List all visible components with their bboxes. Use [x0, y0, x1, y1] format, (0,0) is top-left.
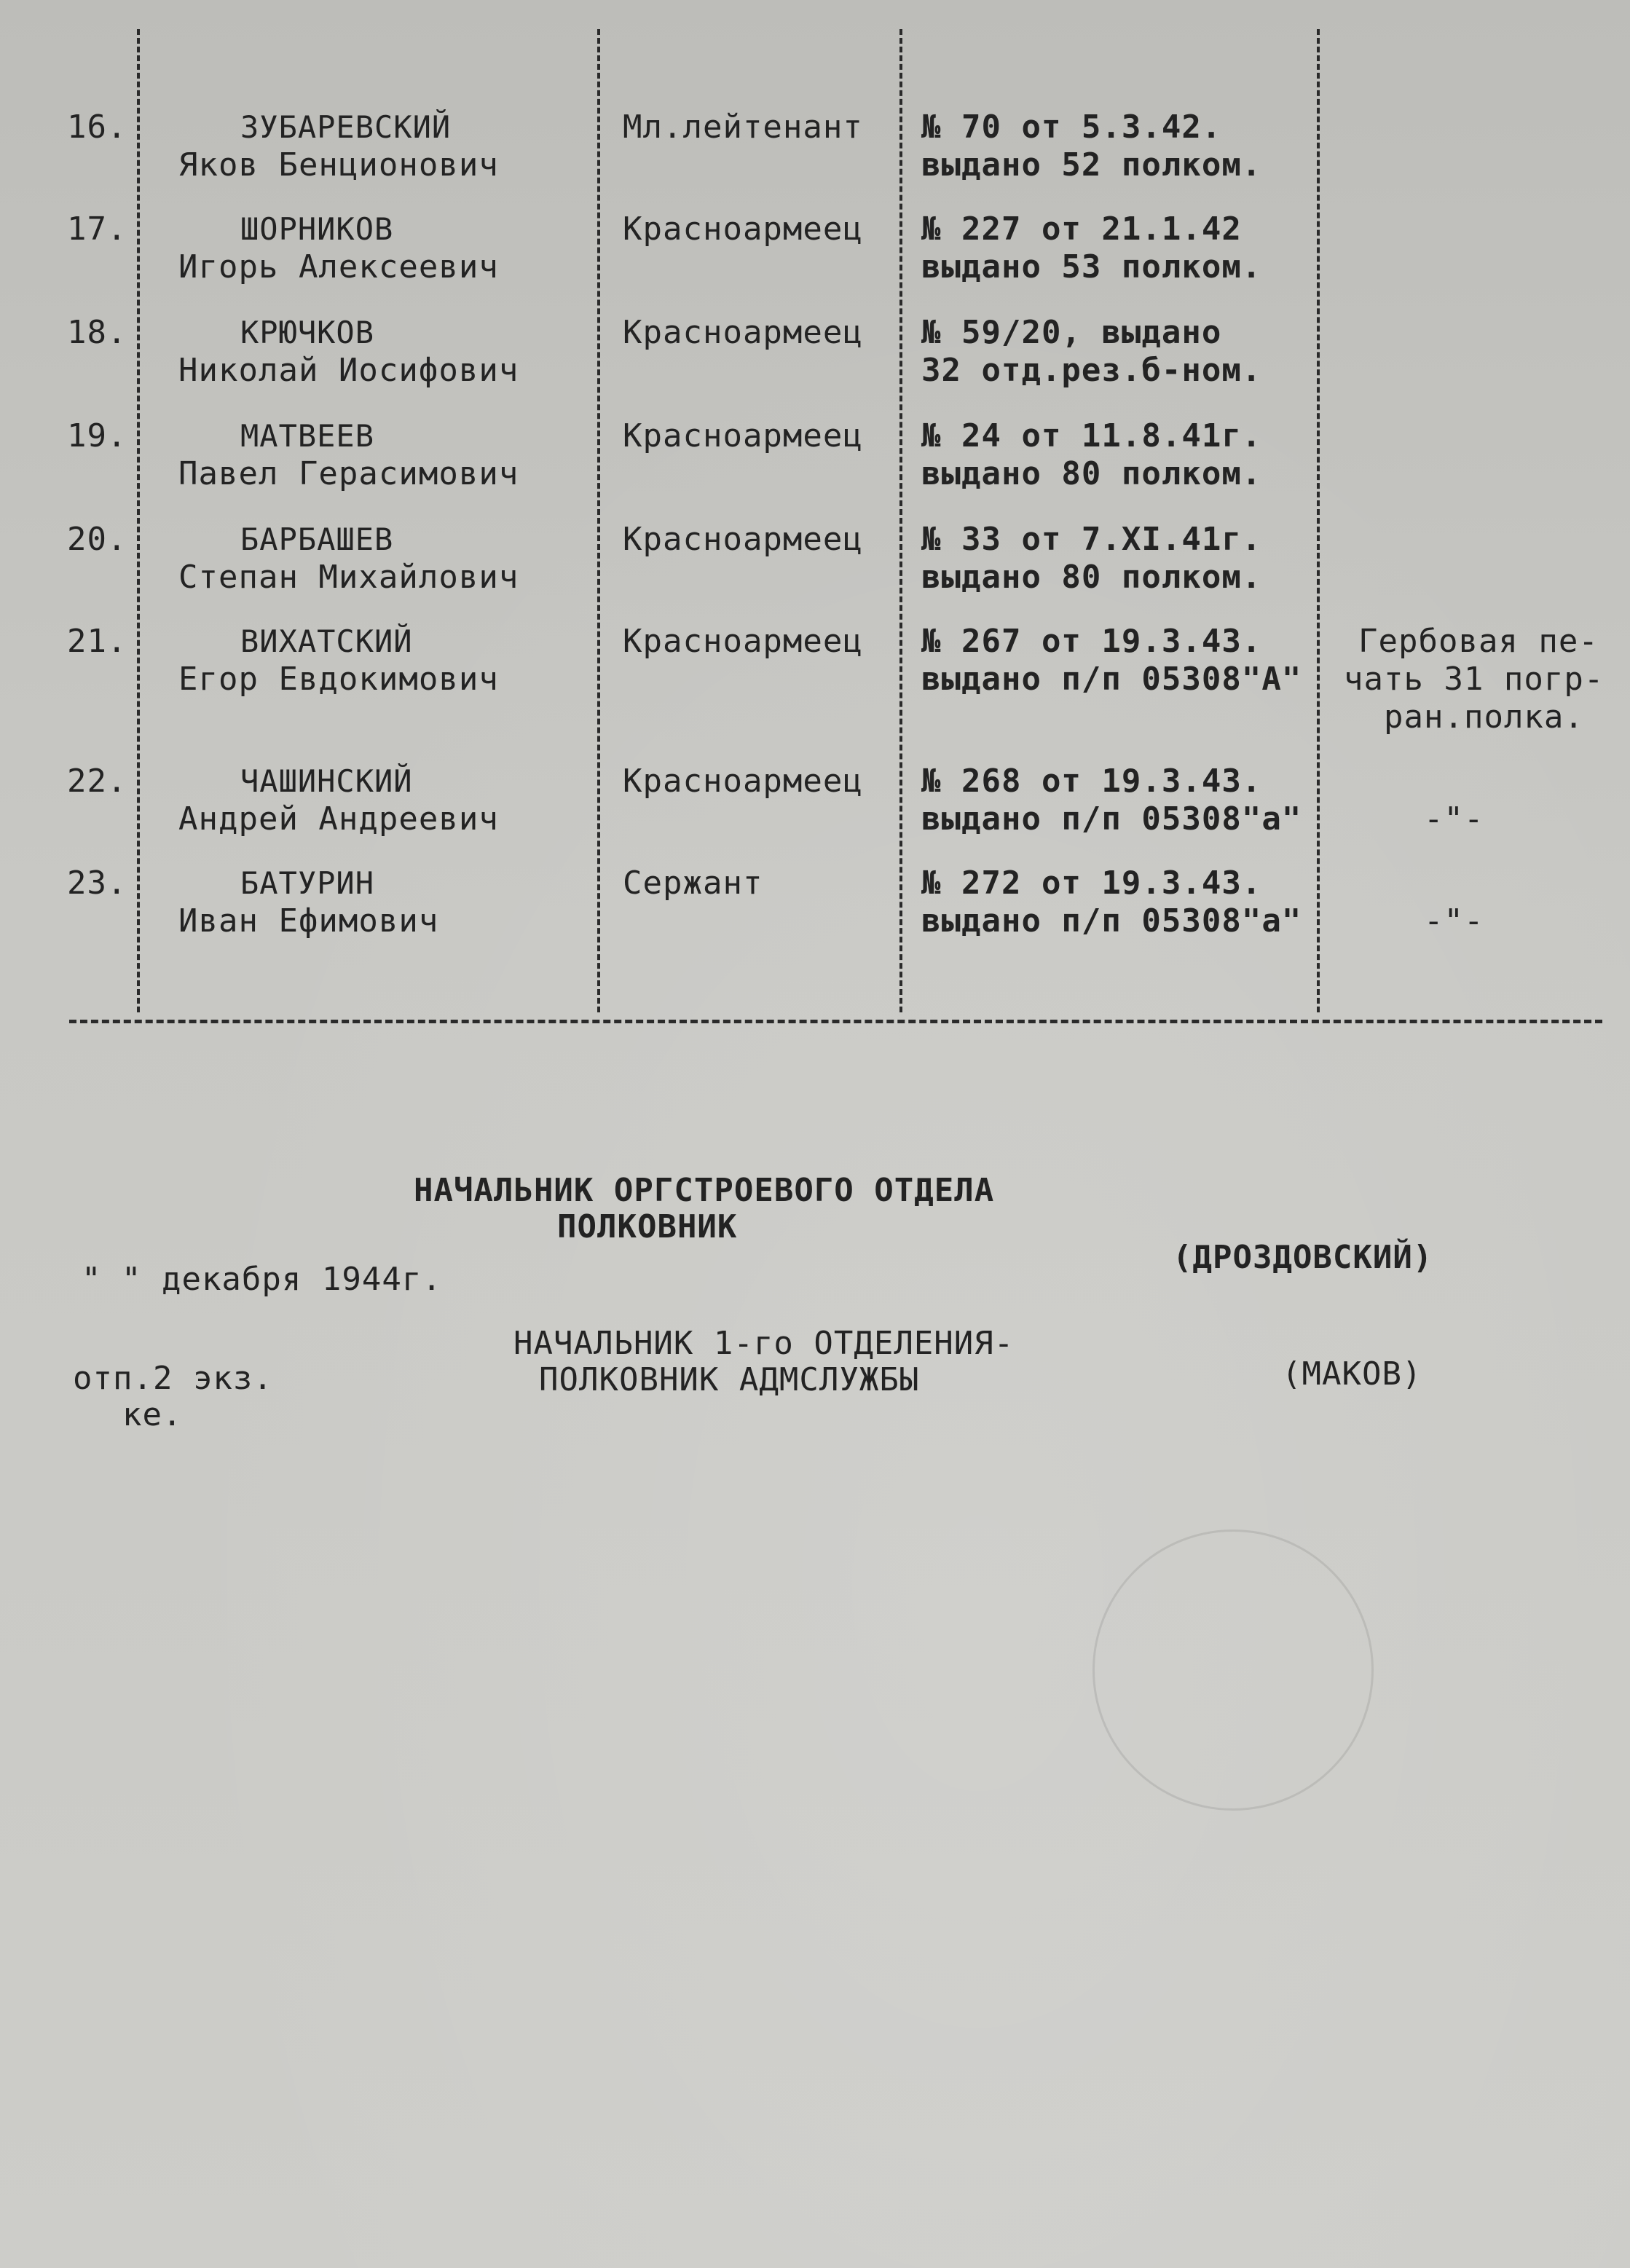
table-bottom-rule	[69, 1020, 1602, 1023]
document-issuer: выдано п/п 05308"А"	[921, 661, 1302, 698]
given-name: Егор Евдокимович	[178, 661, 499, 698]
document-issuer: выдано п/п 05308"а"	[921, 800, 1302, 838]
surname: БАТУРИН	[240, 865, 375, 901]
given-name: Иван Ефимович	[178, 902, 439, 940]
document-number: № 268 от 19.3.43.	[921, 763, 1262, 800]
column-divider	[597, 29, 600, 1012]
note-line: чать 31 погр-	[1344, 661, 1605, 698]
document-number: № 24 от 11.8.41г.	[921, 417, 1262, 454]
rank: Сержант	[623, 865, 763, 902]
row-number: 22.	[67, 763, 127, 800]
document-number: № 59/20, выдано	[921, 314, 1222, 351]
note-ditto: -"-	[1424, 902, 1484, 940]
row-number: 17.	[67, 210, 127, 248]
document-number: № 227 от 21.1.42	[921, 210, 1242, 248]
document-issuer: выдано 53 полком.	[921, 248, 1262, 286]
document-number: № 33 от 7.XI.41г.	[921, 521, 1262, 558]
given-name: Николай Иосифович	[178, 352, 519, 389]
surname: ШОРНИКОВ	[240, 211, 394, 247]
rank: Красноармеец	[623, 623, 863, 660]
copies-note-line1: отп.2 экз.	[73, 1360, 273, 1397]
note-ditto: -"-	[1424, 800, 1484, 838]
row-number: 16.	[67, 109, 127, 146]
surname: БАРБАШЕВ	[240, 521, 394, 557]
note-line: ран.полка.	[1384, 698, 1584, 736]
surname: КРЮЧКОВ	[240, 315, 375, 350]
surname: МАТВЕЕВ	[240, 418, 375, 454]
column-divider	[899, 29, 902, 1012]
chief-name: (ДРОЗДОВСКИЙ)	[1173, 1239, 1433, 1276]
given-name: Игорь Алексеевич	[178, 248, 499, 286]
chief-title-line2: ПОЛКОВНИК	[557, 1208, 738, 1245]
surname: ЧАШИНСКИЙ	[240, 763, 413, 799]
row-number: 21.	[67, 623, 127, 660]
column-divider	[1317, 29, 1320, 1012]
document-issuer: выдано 80 полком.	[921, 455, 1262, 492]
given-name: Степан Михайлович	[178, 559, 519, 596]
surname: ВИХАТСКИЙ	[240, 623, 413, 659]
dept-title-line1: НАЧАЛЬНИК 1-го ОТДЕЛЕНИЯ-	[513, 1325, 1015, 1362]
rank: Красноармеец	[623, 521, 863, 558]
note-line: Гербовая пе-	[1358, 623, 1599, 660]
document-date: " " декабря 1944г.	[82, 1261, 442, 1298]
rank: Красноармеец	[623, 763, 863, 800]
given-name: Павел Герасимович	[178, 455, 519, 492]
rank: Красноармеец	[623, 210, 863, 248]
rank: Мл.лейтенант	[623, 109, 863, 146]
row-number: 20.	[67, 521, 127, 558]
column-divider	[137, 29, 140, 1012]
rank: Красноармеец	[623, 417, 863, 454]
dept-title-line2: ПОЛКОВНИК АДМСЛУЖБЫ	[539, 1361, 920, 1398]
rank: Красноармеец	[623, 314, 863, 351]
chief-title-line1: НАЧАЛЬНИК ОРГСТРОЕВОГО ОТДЕЛА	[414, 1172, 995, 1209]
document-number: № 272 от 19.3.43.	[921, 865, 1262, 902]
document-issuer: 32 отд.рез.б-ном.	[921, 352, 1262, 389]
given-name: Андрей Андреевич	[178, 800, 499, 838]
surname: ЗУБАРЕВСКИЙ	[240, 109, 452, 145]
document-issuer: выдано 52 полком.	[921, 146, 1262, 184]
document-number: № 267 от 19.3.43.	[921, 623, 1262, 660]
document-issuer: выдано п/п 05308"а"	[921, 902, 1302, 940]
dept-name: (МАКОВ)	[1282, 1355, 1422, 1393]
copies-note-line2: ке.	[122, 1396, 183, 1433]
row-number: 18.	[67, 314, 127, 351]
row-number: 19.	[67, 417, 127, 454]
document-issuer: выдано 80 полком.	[921, 559, 1262, 596]
document-number: № 70 от 5.3.42.	[921, 109, 1222, 146]
row-number: 23.	[67, 865, 127, 902]
given-name: Яков Бенционович	[178, 146, 499, 184]
ghost-stamp	[1092, 1529, 1374, 1811]
